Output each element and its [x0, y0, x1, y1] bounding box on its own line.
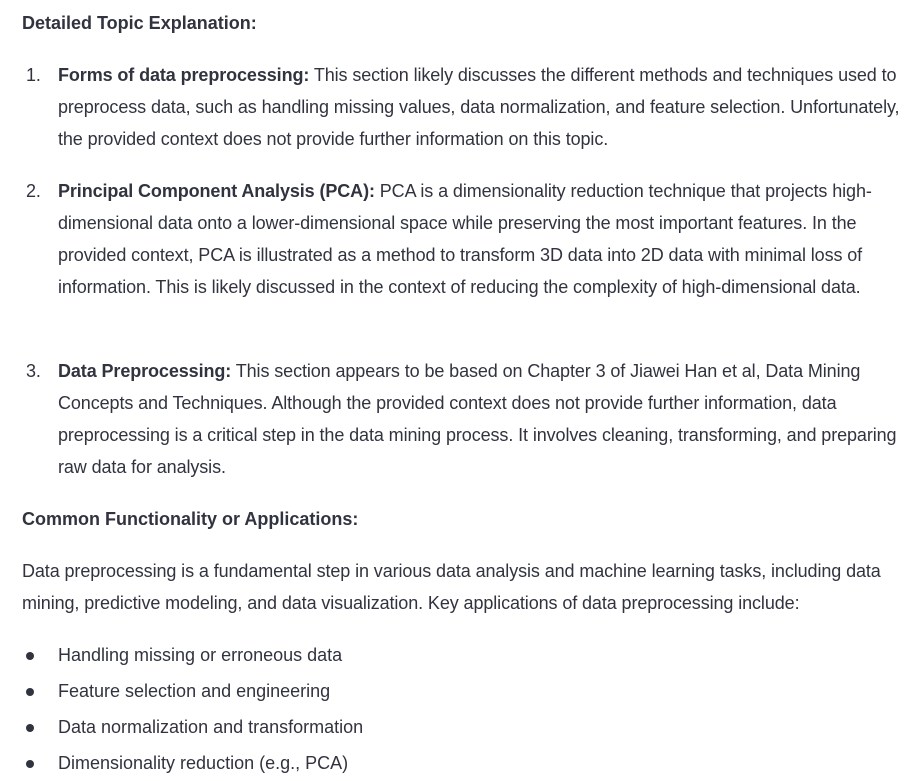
list-item-text: Data normalization and transformation — [58, 717, 364, 737]
topic-title: Forms of data preprocessing: — [58, 65, 310, 85]
topic-text: This section appears to be based on Chapter 3 of Jiawei Han et al, Data Mining Concepts and Techniques. Although the provided context does not provide further information, data preprocessing is a critical step in the data mining process. It involves cleaning, transforming, and preparing raw data for analysis. — [58, 361, 897, 477]
detailed-topic-heading: Detailed Topic Explanation: — [22, 13, 257, 33]
list-item-text: Dimensionality reduction (e.g., PCA) — [58, 753, 349, 773]
topic-number: 2. — [26, 181, 41, 201]
bullet-icon — [26, 688, 34, 696]
list-item — [22, 747, 902, 779]
list-item — [22, 639, 902, 671]
topic-body — [58, 175, 904, 303]
topic-title: Data Preprocessing: — [58, 361, 232, 381]
topic-item-1 — [22, 59, 902, 155]
topic-text: This section likely discusses the different methods and techniques used to preprocess data, such as handling missing values, data normalization, and feature selection. Unfortunately, the provided context does not provide further information on this topic. — [58, 65, 900, 149]
topic-text: PCA is a dimensionality reduction technique that projects high-dimensional data onto a lower-dimensional space while preserving the most important features. In the provided context, PCA is illustrated as a method to transform 3D data into 2D data with minimal loss of information. This is likely discussed in the context of reducing the complexity of high-dimensional data. — [58, 181, 872, 297]
applications-heading: Common Functionality or Applications: — [22, 509, 359, 529]
topic-item-3 — [22, 355, 902, 483]
list-item-text: Feature selection and engineering — [58, 681, 331, 701]
list-item — [22, 711, 902, 743]
topic-title: Principal Component Analysis (PCA): — [58, 181, 375, 201]
topic-number: 1. — [26, 65, 41, 85]
bullet-icon — [26, 760, 34, 768]
topic-body — [58, 59, 904, 155]
list-item — [22, 675, 902, 707]
list-item-text: Handling missing or erroneous data — [58, 645, 343, 665]
bullet-icon — [26, 724, 34, 732]
topic-item-2 — [22, 175, 902, 303]
applications-intro: Data preprocessing is a fundamental step in various data analysis and machine learning tasks, including data mining, predictive modeling, and data visualization. Key applications of data preprocessing include: — [22, 561, 881, 613]
topic-number: 3. — [26, 361, 41, 381]
topic-body — [58, 355, 904, 483]
bullet-icon — [26, 652, 34, 660]
